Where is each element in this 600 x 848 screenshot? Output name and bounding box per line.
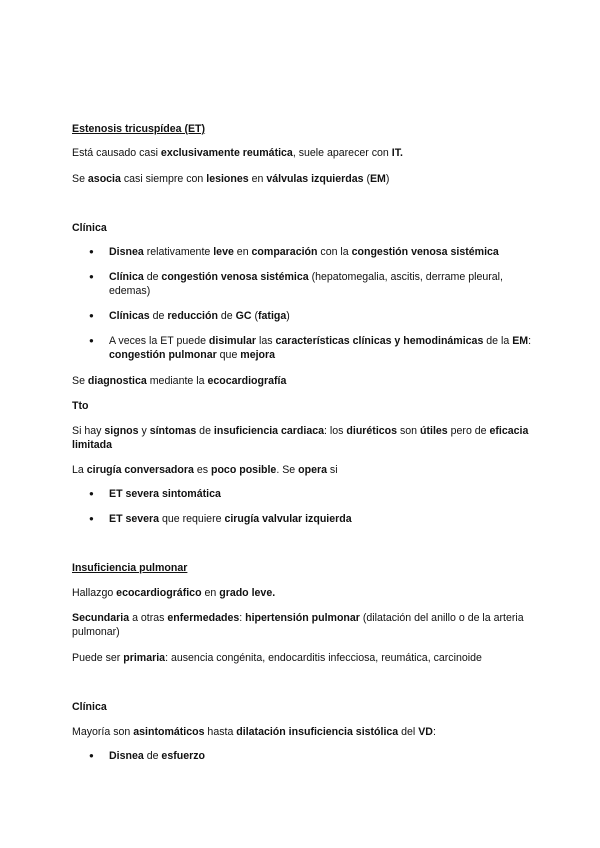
list-cirugia	[72, 487, 532, 501]
list-clinica-et	[72, 245, 532, 259]
paragraph-cirugia: La cirugía conversadora es poco posible. Se opera si	[72, 464, 338, 476]
list-item: ● ET severa sintomática	[72, 487, 532, 501]
section-title-insuficiencia: Insuficiencia pulmonar	[72, 562, 188, 574]
paragraph-hallazgo: Hallazgo ecocardiográfico en grado leve.	[72, 587, 276, 599]
paragraph-secundaria: Secundaria a otras enfermedades: hipertensión pulmonar (dilatación del anillo o de la arteria pulmonar)	[72, 612, 524, 638]
heading-tto: Tto	[72, 400, 89, 412]
paragraph-diagnostico: Se diagnostica mediante la ecocardiografía	[72, 375, 287, 387]
list-item: ● Disnea relativamente leve en comparación con la congestión venosa sistémica	[72, 245, 532, 259]
paragraph-tratamiento: Si hay signos y síntomas de insuficiencia cardiaca: los diuréticos son útiles pero de eficacia limitada	[72, 425, 529, 451]
paragraph-causa: Está causado casi exclusivamente reumática, suele aparecer con IT.	[72, 147, 403, 159]
paragraph-mayoria: Mayoría son asintomáticos hasta dilatación insuficiencia sistólica del VD:	[72, 726, 436, 738]
paragraph-asociacion: Se asocia casi siempre con lesiones en válvulas izquierdas (EM)	[72, 173, 390, 185]
list-clinica-et-3	[72, 309, 532, 323]
heading-clinica-ip: Clínica	[72, 701, 107, 713]
list-item: ● Clínicas de reducción de GC (fatiga)	[72, 309, 532, 323]
list-clinica-et-4	[72, 334, 532, 362]
list-clinica-et-2	[72, 270, 532, 298]
list-item: ● A veces la ET puede disimular las características clínicas y hemodinámicas de la EM: congestión pulmonar que mejora	[72, 334, 532, 362]
paragraph-primaria: Puede ser primaria: ausencia congénita, endocarditis infecciosa, reumática, carcinoide	[72, 652, 482, 664]
section-title-estenosis: Estenosis tricuspídea (ET)	[72, 123, 206, 135]
list-item: ● Clínica de congestión venosa sistémica (hepatomegalia, ascitis, derrame pleural, edemas)	[72, 270, 532, 298]
list-clinica-ip	[72, 749, 532, 763]
list-item: ● ET severa que requiere cirugía valvular izquierda	[72, 512, 532, 526]
list-item: ● Disnea de esfuerzo	[72, 749, 532, 763]
list-cirugia-2	[72, 512, 532, 526]
heading-clinica-et: Clínica	[72, 222, 107, 234]
